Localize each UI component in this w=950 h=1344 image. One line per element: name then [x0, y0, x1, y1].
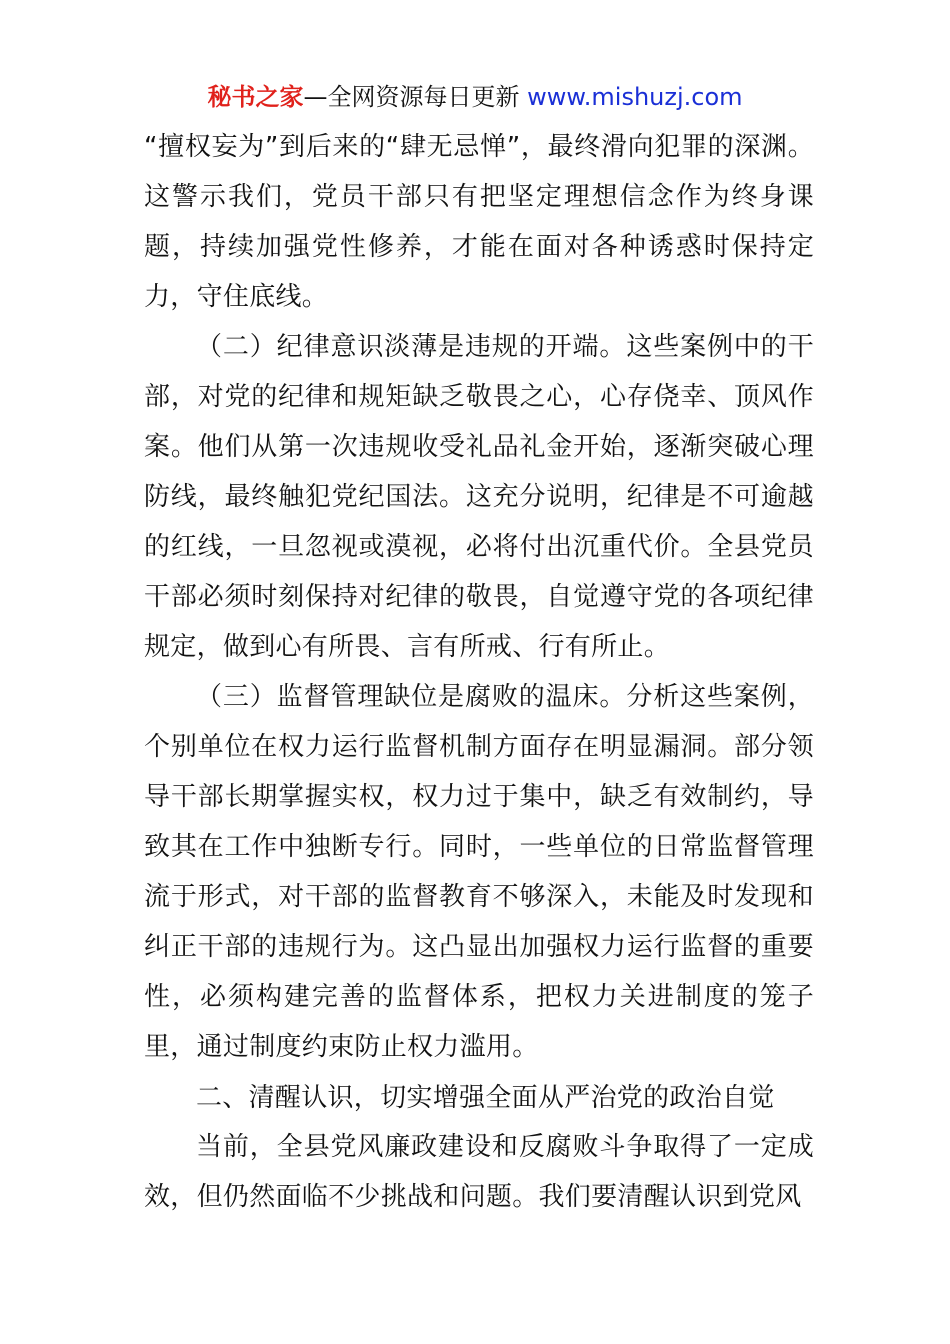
section-heading-2: 二、清醒认识，切实增强全面从严治党的政治自觉	[196, 1082, 775, 1112]
header-tagline: —全网资源每日更新	[303, 83, 528, 111]
header-url-link[interactable]: www.mishuzj.com	[527, 83, 743, 111]
paragraph-continuation: “擅权妄为”到后来的“肆无忌惮”，最终滑向犯罪的深渊。这警示我们，党员干部只有把坚定理想信念作为终身课题，持续加强党性修养，才能在面对各种诱惑时保持定力，守住底线。	[144, 132, 814, 312]
page-header	[0, 80, 950, 114]
header-brand: 秘书之家	[207, 83, 304, 111]
paragraph-section-3: （三）监督管理缺位是腐败的温床。分析这些案例，个别单位在权力运行监督机制方面存在明显漏洞。部分领导干部长期掌握实权，权力过于集中，缺乏有效制约，导致其在工作中独断专行。同时，一些单位的日常监督管理流于形式，对干部的监督教育不够深入，未能及时发现和纠正干部的违规行为。这凸显出加强权力运行监督的重要性，必须构建完善的监督体系，把权力关进制度的笼子里，通过制度约束防止权力滥用。	[144, 682, 814, 1062]
paragraph-section-2: （二）纪律意识淡薄是违规的开端。这些案例中的干部，对党的纪律和规矩缺乏敬畏之心，心存侥幸、顶风作案。他们从第一次违规收受礼品礼金开始，逐渐突破心理防线，最终触犯党纪国法。这充分说明，纪律是不可逾越的红线，一旦忽视或漠视，必将付出沉重代价。全县党员干部必须时刻保持对纪律的敬畏，自觉遵守党的各项纪律规定，做到心有所畏、言有所戒、行有所止。	[144, 332, 814, 662]
document-body	[144, 122, 814, 1222]
paragraph-current-situation: 当前，全县党风廉政建设和反腐败斗争取得了一定成效，但仍然面临不少挑战和问题。我们要清醒认识到党风	[144, 1132, 814, 1212]
